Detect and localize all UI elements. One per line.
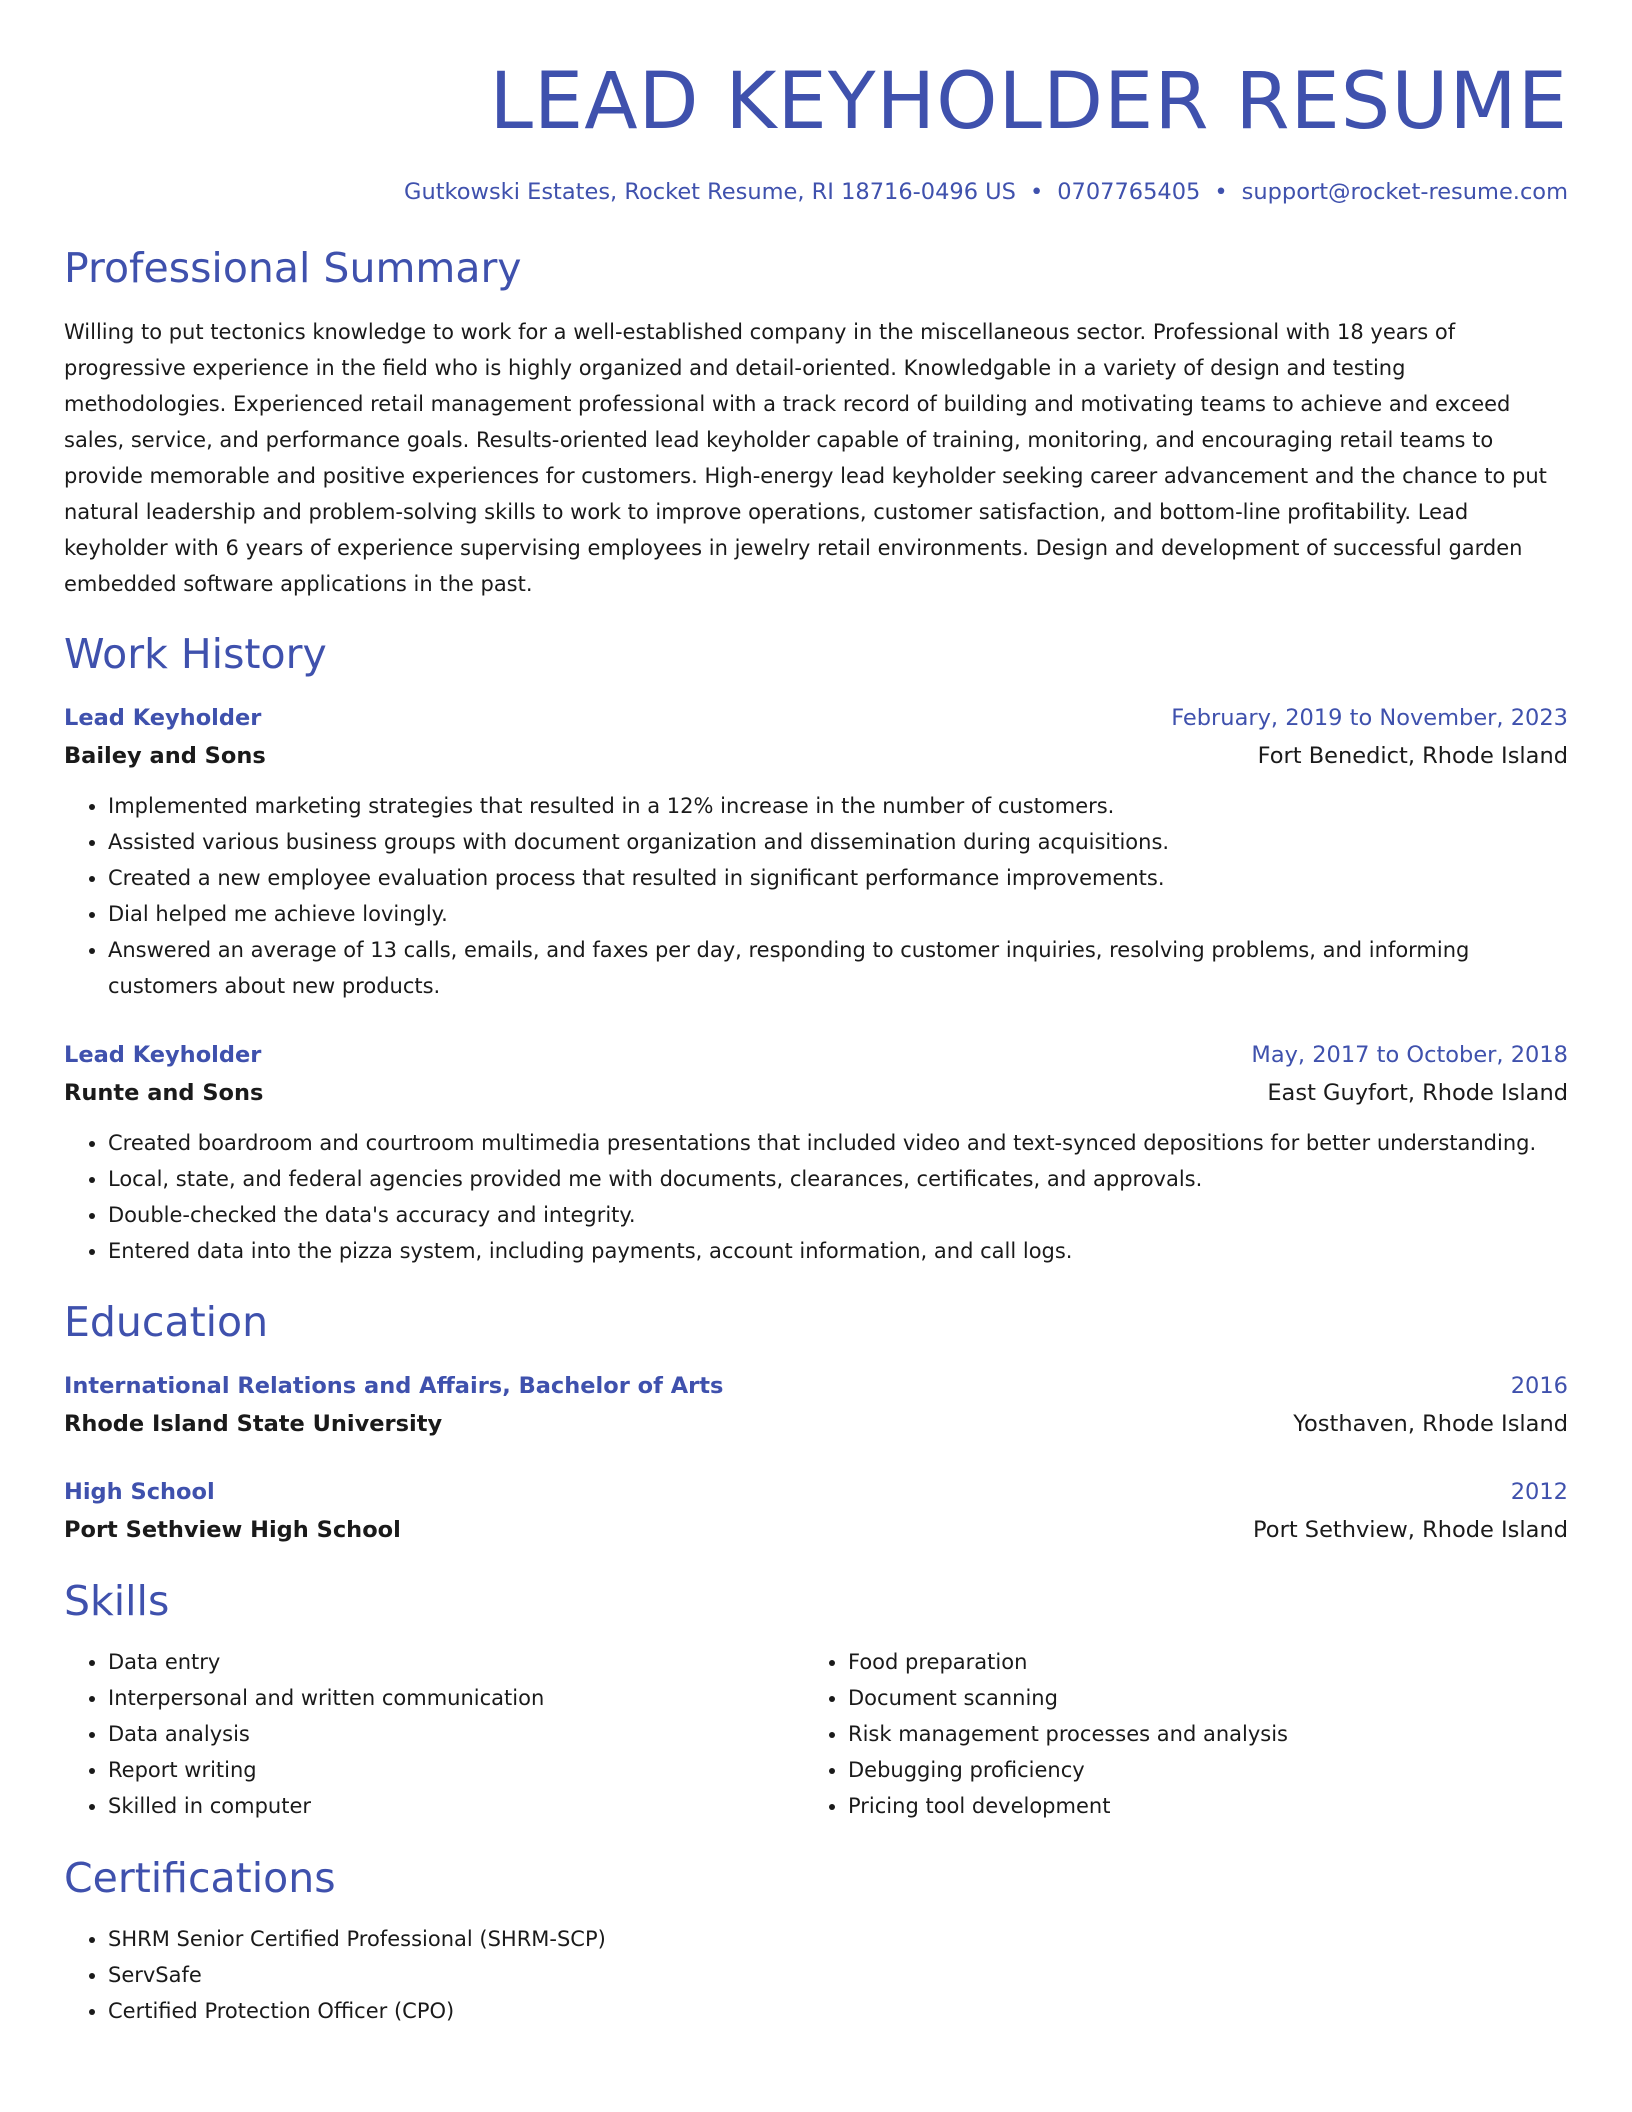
education-degree-row <box>64 1368 1568 1404</box>
skill-item: • Data analysis <box>108 1716 804 1752</box>
contact-line <box>64 176 1568 208</box>
skill-item: • Skilled in computer <box>108 1788 804 1824</box>
job-dates: May, 2017 to October, 2018 <box>1251 1042 1568 1068</box>
education-school: Port Sethview High School <box>64 1517 401 1543</box>
contact-separator: • <box>1214 179 1228 205</box>
skill-item: • Food preparation <box>848 1644 1544 1680</box>
job-company: Bailey and Sons <box>64 743 266 769</box>
education-year: 2016 <box>1510 1373 1568 1399</box>
job-company-row <box>64 1073 1568 1113</box>
summary-heading: Professional Summary <box>64 244 522 292</box>
contact-address: Gutkowski Estates, Rocket Resume, RI 18716-0496 US <box>404 179 1016 205</box>
job-dates: February, 2019 to November, 2023 <box>1171 705 1568 731</box>
job-title: Lead Keyholder <box>64 1042 262 1068</box>
education-year: 2012 <box>1510 1479 1568 1505</box>
certification-item: • Certified Protection Officer (CPO) <box>108 1993 1568 2029</box>
job-location: East Guyfort, Rhode Island <box>1267 1080 1568 1106</box>
job-company: Runte and Sons <box>64 1080 264 1106</box>
job-location: Fort Benedict, Rhode Island <box>1257 743 1568 769</box>
job-entry <box>64 700 1568 1004</box>
skill-item: • Debugging proficiency <box>848 1752 1544 1788</box>
job-entry <box>64 1037 1568 1269</box>
job-bullet: • Answered an average of 13 calls, emails, and faxes per day, responding to customer inquiries, resolving problems, and informing customers about new products. <box>108 932 1568 1004</box>
contact-separator: • <box>1029 179 1044 205</box>
job-company-row <box>64 736 1568 776</box>
education-school: Rhode Island State University <box>64 1411 443 1437</box>
job-bullet: • Dial helped me achieve lovingly. <box>108 896 1568 932</box>
resume-name: LEAD KEYHOLDER RESUME <box>489 57 1568 147</box>
education-degree-row <box>64 1474 1568 1510</box>
work-history-heading: Work History <box>64 630 327 678</box>
skill-item: • Document scanning <box>848 1680 1544 1716</box>
education-degree: High School <box>64 1479 215 1505</box>
job-bullet: • Implemented marketing strategies that resulted in a 12% increase in the number of customers. <box>108 788 1568 824</box>
work-history-section <box>64 627 1568 1269</box>
skill-item: • Pricing tool development <box>848 1788 1544 1824</box>
summary-section <box>64 241 1568 602</box>
contact-email: support@rocket-resume.com <box>1241 179 1568 205</box>
skill-item: • Risk management processes and analysis <box>848 1716 1544 1752</box>
job-bullet: • Created boardroom and courtroom multimedia presentations that included video and text-synced depositions for better understanding. <box>108 1125 1568 1161</box>
certifications-heading: Certifications <box>64 1854 336 1902</box>
skills-list-left <box>64 1644 804 1824</box>
job-title: Lead Keyholder <box>64 705 262 731</box>
education-heading: Education <box>64 1298 269 1346</box>
job-bullet: • Double-checked the data's accuracy and integrity. <box>108 1197 1568 1233</box>
education-location: Yosthaven, Rhode Island <box>1293 1411 1568 1437</box>
job-bullet: • Local, state, and federal agencies provided me with documents, clearances, certificates, and approvals. <box>108 1161 1568 1197</box>
education-degree: International Relations and Affairs, Bachelor of Arts <box>64 1373 724 1399</box>
job-bullet: • Created a new employee evaluation process that resulted in significant performance improvements. <box>108 860 1568 896</box>
skills-list-right <box>804 1644 1544 1824</box>
job-title-row <box>64 1037 1568 1073</box>
education-section <box>64 1295 1568 1550</box>
skill-item: • Data entry <box>108 1644 804 1680</box>
education-school-row <box>64 1404 1568 1444</box>
certifications-list <box>64 1921 1568 2029</box>
resume-header <box>64 52 1568 208</box>
job-bullet-list <box>64 788 1568 1004</box>
job-bullet: • Entered data into the pizza system, including payments, account information, and call logs. <box>108 1233 1568 1269</box>
job-bullet-list <box>64 1125 1568 1269</box>
education-location: Port Sethview, Rhode Island <box>1253 1517 1568 1543</box>
education-entry <box>64 1474 1568 1550</box>
job-bullet: • Assisted various business groups with document organization and dissemination during acquisitions. <box>108 824 1568 860</box>
summary-text: Willing to put tectonics knowledge to work for a well-established company in the miscellaneous sector. Professional with 18 years of progressive experience in the field who is highly organized and detail-oriented. Knowledgable in a variety of design and testing methodologies. Experienced retail management professional with a track record of building and motivating teams to achieve and exceed sales, service, and performance goals. Results-oriented lead keyholder capable of training, monitoring, and encouraging retail teams to provide memorable and positive experiences for customers. High-energy lead keyholder seeking career advancement and the chance to put natural leadership and problem-solving skills to work to improve operations, customer satisfaction, and bottom-line profitability. Lead keyholder with 6 years of experience supervising employees in jewelry retail environments. Design and development of successful garden embedded software applications in the past. <box>64 320 1547 596</box>
skill-item: • Interpersonal and written communication <box>108 1680 804 1716</box>
certification-item: • ServSafe <box>108 1957 1568 1993</box>
certification-item: • SHRM Senior Certified Professional (SHRM-SCP) <box>108 1921 1568 1957</box>
skills-section <box>64 1574 1568 1824</box>
skills-heading: Skills <box>64 1577 170 1625</box>
education-entry <box>64 1368 1568 1444</box>
education-school-row <box>64 1510 1568 1550</box>
contact-phone: 0707765405 <box>1057 179 1201 205</box>
skills-grid <box>64 1644 1568 1824</box>
certifications-section <box>64 1851 1568 2029</box>
job-title-row <box>64 700 1568 736</box>
skill-item: • Report writing <box>108 1752 804 1788</box>
